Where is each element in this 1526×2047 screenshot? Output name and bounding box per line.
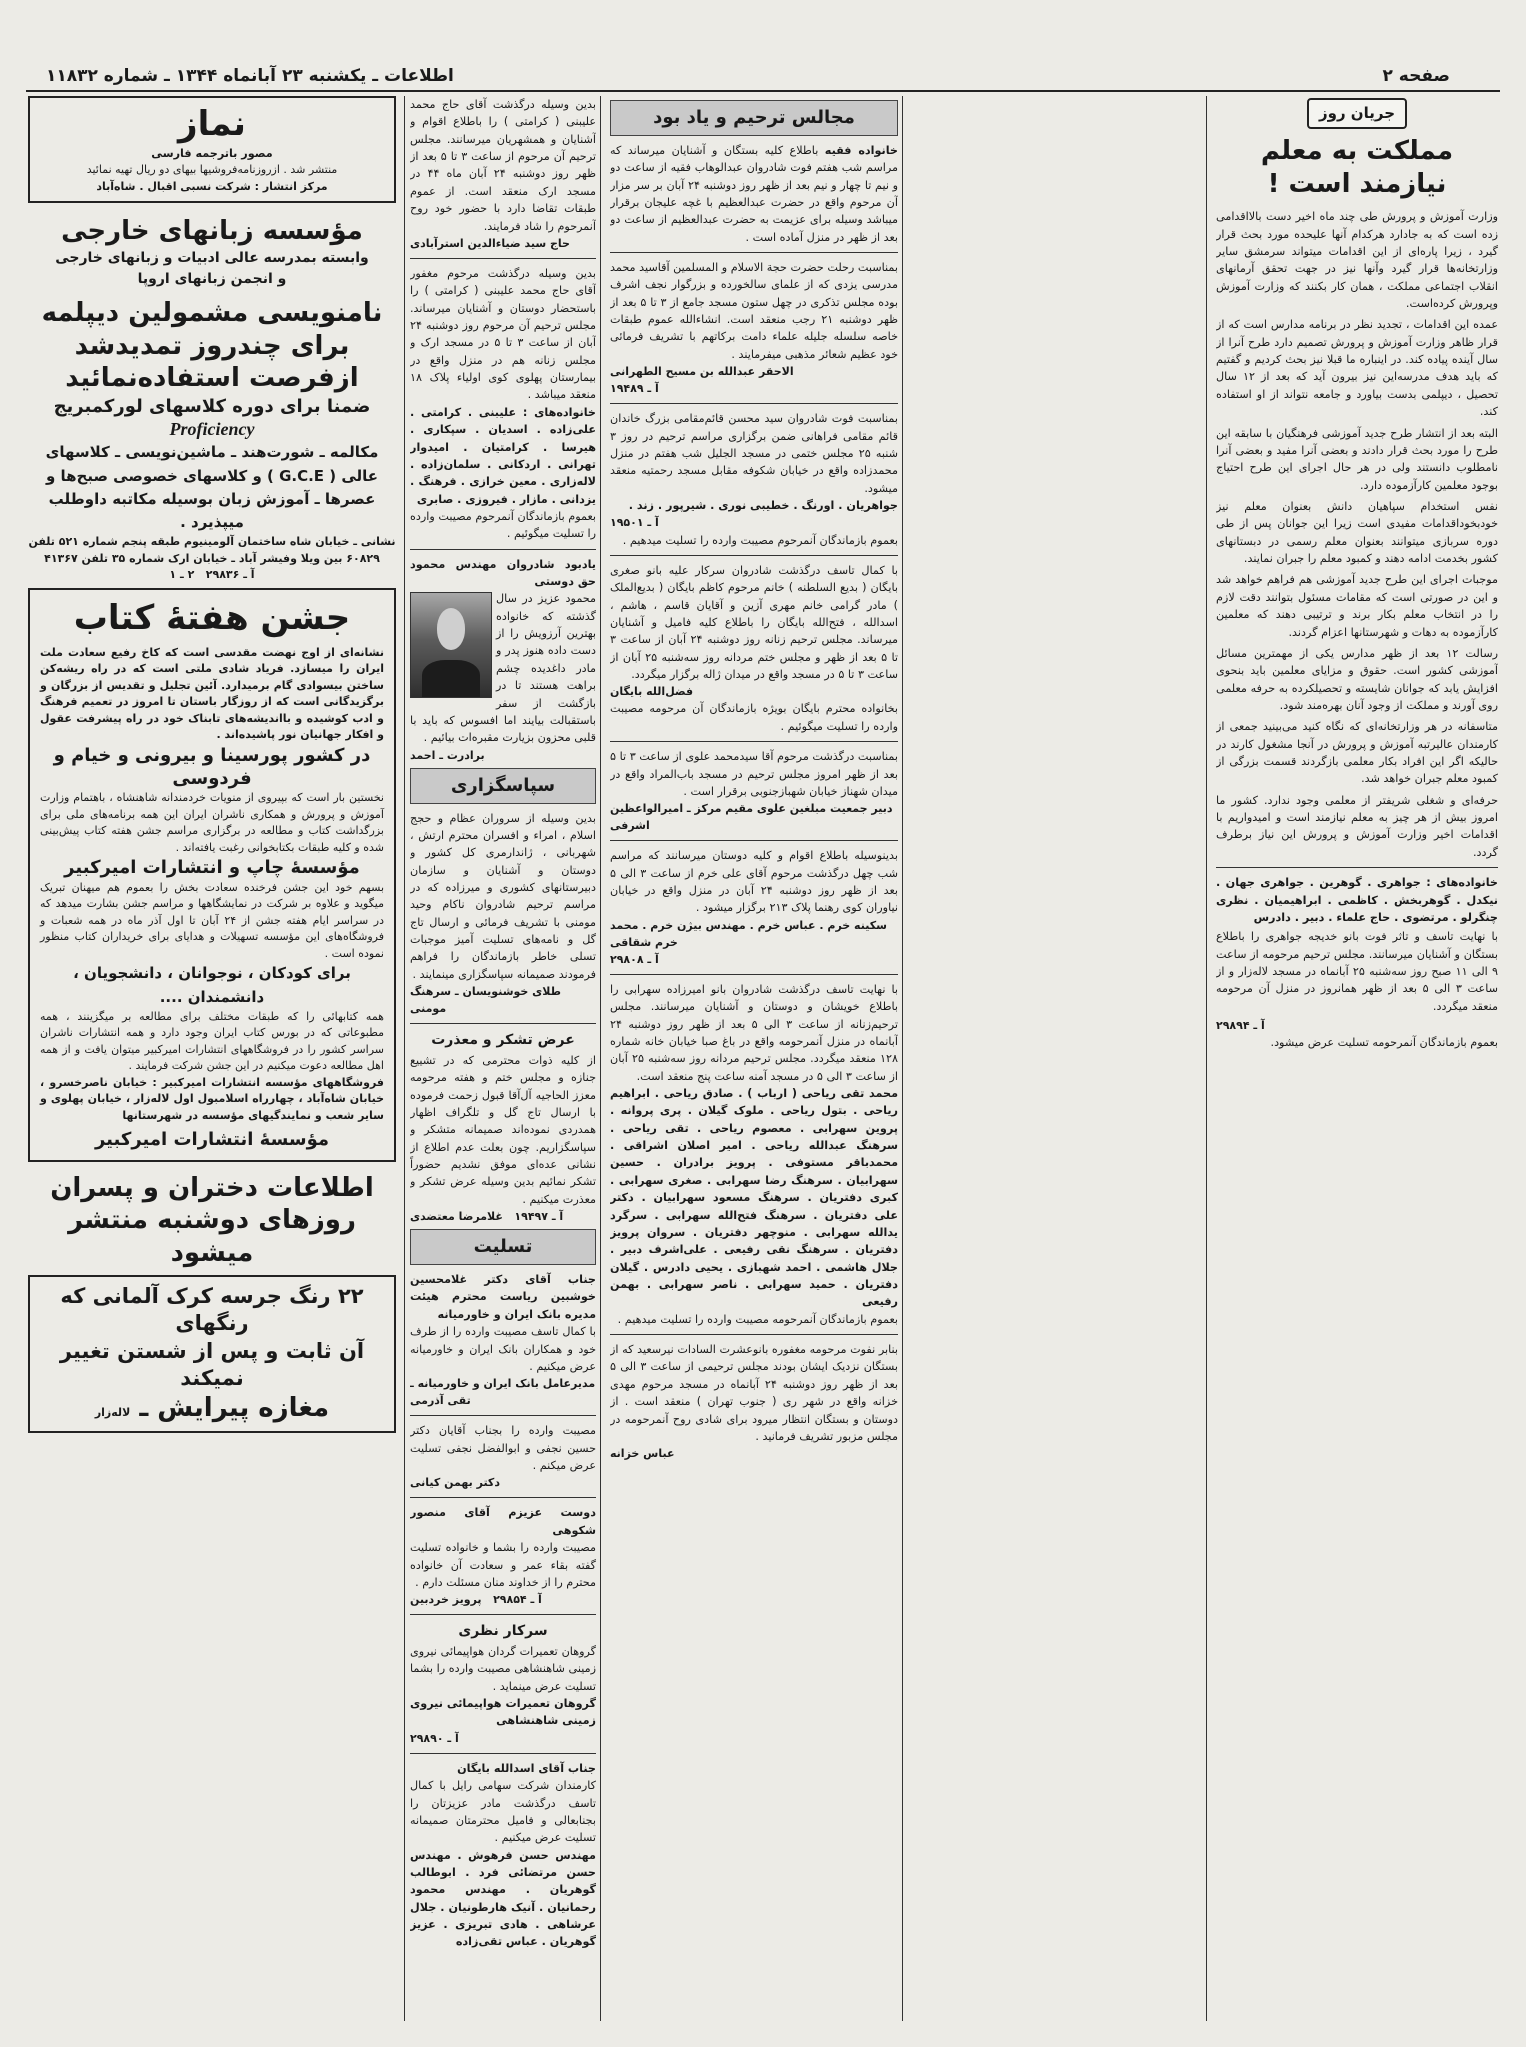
condolence-heading: جناب آقای اسدالله بایگان [457,1761,596,1775]
notice-text: باطلاع کلیه بستگان و آشنایان میرساند که مراسم شب هفتم فوت شادروان عبدالوهاب فقیه از ساعت دو و نیم تا چهار و نیم بعد از ظهر روز دوشنبه ۲۴ آبان بر سر مزار آن مرحوم واقع در حضرت عبدالعظیم با غچه علیجان برقرار میباشد وسیله برای عزیمت به حضرت عبدالعظیم از ساعت دو بعد از ظهر در منزل آماده است . [610,143,898,244]
prayer-publisher: مرکز انتشار : شرکت نسبی اقبال . شاه‌آباد [96,179,328,193]
book-week-publisher: مؤسسهٔ چاپ و انتشارات امیرکبیر [64,857,360,879]
notice-text: بدینوسیله باطلاع اقوام و کلیه دوستان میرسانند که مراسم شب چهل درگذشت مرحوم آقای علی خرم از ساعت ۳ الی ۵ بعد از ظهر روز دوشنبه ۲۴ آبان در منزل واقع در خیابان نیاوران کوی رهنما پلاک ۲۱۳ برگزار میشود . [610,849,898,915]
institute-line: نامنویسی مشمولین دیپلمه [41,298,383,329]
notice-families: خانواده‌های : علیبنی . کرامتی . علی‌زاده . اسدیان . سپکاری . هیرسا . کرامتیان . امیدوار تهرانی . اردکانی . سلمان‌زاده . لاله‌زاری . معین خرازی . فرهنگ . یزدانی . مازار . فیروزی . صابری [410,405,596,506]
ad-code: آ ـ ۱۹۴۸۹ [610,382,659,396]
condolence-heading: سرکار نظری [458,1623,548,1640]
memorial-signature: برادرت ـ احمد [410,748,485,762]
condolence-text: مصیبت وارده را بجناب آقایان دکتر حسین نجفی و ابوالفضل نجفی تسلیت عرض میکنم . [410,1424,596,1473]
notice-text: با نهایت تاسف درگذشت شادروان بانو امیرزاده سهرابی را باطلاع خویشان و دوستان و آشنایان میرسانند. مجلس ترحیم‌زنانه از ساعت ۳ الی ۵ بعد از ظهر روز دوشنبه ۲۴ آبانماه در منزل آنمرحومه واقع در باغ صبا خیابان خانه شماره ۱۲۸ منعقد میگردد. مجلس ترحیم مردانه روز سه‌شنبه ۲۵ آبان از ساعت ۳ الی ۵ در مسجد آمنه ساعت پنج منعقد است. [610,982,898,1083]
edition-line: اطلاعات ـ یکشنبه ۲۳ آبانماه ۱۳۴۴ ـ شماره ۱۱۸۳۲ [46,66,454,86]
book-week-footer: مؤسسهٔ انتشارات امیرکبیر [94,1129,330,1151]
apology-signature: غلامرضا معتضدی [410,1210,503,1224]
condolence-families: مهندس حسن فرهوش . مهندس حسن مرتضائی فرد . ابوطالب گوهریان . مهندس محمود رحمانیان . آنیک هارطونیان . جلال عرشاهی . هادی تبریزی . عزیز گوهریان . عباس تقی‌زاده [410,1848,596,1949]
editorial-paragraph: رسالت ۱۲ بعد از ظهر مدارس یکی از مهمترین مسائل آموزشی کشور است. حقوق و مزایای معلمین باید بنحوی افزایش یابد که جوانان شایسته و تحصیلکرده به حرفه معلمی روی آورند و مملکت از وجود آنان بهره‌مند شود. [1216,646,1498,712]
page-header [26,66,1500,92]
portrait-photo [410,592,492,698]
condolence-signature: گروهان تعمیرات هواپیمائی نیروی زمینی شاهنشاهی [410,1697,596,1728]
notice-signature: حاج سید ضیاءالدین استرآبادی [410,236,570,250]
book-week-slogan: در کشور پورسینا و بیرونی و خیام و فردوسی [53,744,371,789]
memorial-heading: یادبود شادروان مهندس محمود حق دوستی [410,557,596,589]
book-week-text: همه کتابهائی را که طبقات مختلف برای مطالعه بر میگزینند ، همه مطبوعاتی که در بورس کتاب ایران وجود دارد و همه انتشارات ناشران سراسر کشور را در فروشگاههای انتشارات امیرکبیر میتوان یافت و از همه اهل مطالعه دعوت میکنیم در این جشن شرکت فرمایند . [40,1009,384,1073]
ettelaat-youth-ad [28,1170,396,1276]
condolence-signature: مدیرعامل بانک ایران و خاورمیانه ـ تقی آذرمی [410,1377,596,1408]
book-week-text: نخستین بار است که بپیروی از منویات خردمندانه شاهنشاه ، باهتمام وزارت آموزش و پرورش و همکاری ناشران ایران این همه برنامه‌های ملی برای بزرگداشت کتاب و مطالعه در برگزاری مراسم جشن هفته کتاب پیش‌بینی شده و کلیه طبقات بکتابخوانی رغبت یافته‌اند . [40,791,384,854]
condolence-text: مصیبت وارده را بشما و خانواده تسلیت گفته بقاء عمر و سعادت آن خانواده محترم را از خداوند منان مسئلت دارم . [410,1541,596,1589]
jersey-ad-line: ۲۲ رنگ جرسه کرک آلمانی که رنگهای [60,1284,364,1336]
institute-address: نشانی ـ خیابان شاه ساختمان آلومینیوم طبقه پنجم شماره ۵۲۱ تلفن ۶۰۸۲۹ بین ویلا وفیشر آباد ـ خیابان ارک شماره ۳۵ تلفن ۴۱۳۶۷ [28,535,396,565]
condolence-heading: دوست عزیزم آقای منصور شکوهی [410,1506,596,1537]
notice-text: بمناسبت درگذشت مرحوم آقا سیدمحمد علوی از ساعت ۳ تا ۵ بعد از ظهر امروز مجلس ترحیم در مسجد باب‌المراد واقع در میدان شهناز خیابان شهبازجنوبی برقرار است . [610,750,898,798]
memorial-banner: مجالس ترحیم و یاد بود [610,100,898,136]
notice-text: با کمال تاسف درگذشت شادروان سرکار علیه بانو صغری بایگان ( بدیع السلطنه ) خانم مرحوم کاظم بایگان ( بدیع‌الملک ) مادر گرامی خانم مهری آزین و آقایان قاسم ، هاشم ، اسدالله ، فتح‌الله بایگان را باطلاع کلیه فامیل و آشنایان میرساند. مجلس ترحیم زنانه روز دوشنبه ۲۴ آبان از ساعت ۳ تا ۵ بعد از ظهر و مجلس ختم مردانه روز سه‌شنبه ۲۵ آبان از ساعت ۳ تا ۵ در مسجد واقع در میدان ژاله برگزار میگردد. [610,563,898,682]
institute-line: ازفرصت استفاده‌نمائید [65,363,359,394]
column-rule [902,96,903,2021]
notice-text: بمناسبت رحلت حضرت حجة الاسلام و المسلمین آقاسید محمد مدرسی یزدی که از علمای سالخورده و بزرگوار نجف اشرف بوده مجلس تذکری در چهل ستون مسجد جامع از ۳ تا ۵ بعد از ظهر دوشنبه ۲۱ رجب منعقد است. انشاءالله عموم طبقات خاصه سلسله جلیله علماء دامت برکاتهم با تشریف فرمائی خود عظیم شعائر مذهبی میفرمایند . [610,261,898,361]
institute-proficiency: Proficiency [169,418,255,439]
thanks-signature: طلای خوشنویسان ـ سرهنگ مومنی [410,985,561,1016]
apology-text: از کلیه ذوات محترمی که در تشییع جنازه و مجلس ختم و هفته مرحومه معزز الحاجیه آل‌آقا قبول زحمت فرموده با ارسال تاج گل و تلگراف اظهار همدردی نموده‌اند صمیمانه متشکر و سپاسگزاریم. چون بعلت عدم اطلاع از نشانی عده‌ای موفق نشدیم حضوراً تشکر نمائیم بدین وسیله عرض تشکر و معذرت میکنیم . [410,1053,596,1206]
notice-families: محمد تقی ریاحی ( ارباب ) . صادق ریاحی . ابراهیم ریاحی . بتول ریاحی . ملوک گیلان . پری پروانه . پروین سهرابی . معصوم ریاحی . تقی ریاحی . سرهنگ عبدالله ریاحی . امیر اصلان اشراقی . محمدباقر مستوفی . پرویز برادران . حسین سهرابیان . سرهنگ رضا سهرابی . صغری سهرابی . کبری دفتریان . سرهنگ مسعود سهرابیان . دکتر علی دفتریان . سرهنگ فتح‌الله سهرابی . سرگرد یدالله سهرابی . منوچهر دفتریان . سروان پرویز دفتریان . سرهنگ نقی رفیعی . علی‌اشرف دبیر . جلال هاشمی . احمد شهبازی . یحیی دادرس . گیلان دفتریان . حمید سهرابی . ناصر سهرابی . بهمن رفیعی [610,1087,898,1309]
book-week-audience: برای کودکان ، نوجوانان ، دانشجویان ، دانشمندان .... [73,964,351,1006]
shop-name: مغازه پیرایش ـ [139,1393,330,1424]
obituary-text: با نهایت تاسف و تاثر فوت بانو خدیجه جواهری را باطلاع بستگان و آشنایان میرسانند. مجلس ترحیم مرحومه از ساعت ۹ الی ۱۱ صبح روز سه‌شنبه ۲۵ آبانماه در مسجد لاله‌زار و از ساعت ۳ الی ۵ بعد از ظهر همانروز در منزل آن مرحومه منعقد میگردد. [1216,930,1498,1013]
condolence-text: کارمندان شرکت سهامی رایل با کمال تاسف درگذشت مادر عزیزتان را بجنابعالی و فامیل محترمتان صمیمانه تسلیت عرض میکنیم . [410,1779,596,1845]
condolence-signature: دکتر بهمن کیانی [410,1476,500,1490]
condolence-banner: تسلیت [410,1229,596,1265]
institute-courses: مکالمه ـ شورت‌هند ـ ماشین‌نویسی ـ کلاسهای عالی ( G.C.E ) و کلاسهای خصوصی صبح‌ها و عصرها ـ آموزش زبان بوسیله مکاتبه داوطلب میپذیرد . [45,443,379,532]
condolence-heading: جناب آقای دکتر غلامحسین خوشبین ریاست محترم هیئت مدیره بانک ایران و خاورمیانه [410,1273,596,1321]
editorial-paragraph: وزارت آموزش و پرورش طی چند ماه اخیر دست بالااقدامی زده است که به جادارد هرکدام آنها علیحده مورد بحث قرار گیرد ، زیرا پاره‌ای از این اقدامات میتواند سرمشق سایر وزارتخانه‌ها قرار گیرد وآنها نیز در جهت تحقق آرمانهای انقلاب اجتماعی مملکت ، همان کار بکنند که وزارت آموزش وپرورش کرده‌است. [1216,210,1498,311]
editorial-paragraph: البته بعد از انتشار طرح جدید آموزشی فرهنگیان با سابقه این طرح را مورد بحث قرار دادند و بعضی آنرا مفید و بعضی آنرا نامطلوب دانستند ولی در هر حال اجرای این طرح احتیاج بوجود معلمین کارآزموده دارد. [1216,426,1498,492]
institute-title: مؤسسه زبانهای خارجی [61,216,363,247]
notices-column-a [610,96,898,2021]
ettelaat-youth-line: روزهای دوشنبه منتشر میشود [68,1205,356,1268]
institute-affiliation: و انجمن زبانهای اروپا [137,271,287,288]
condolence-signature: پرویز خردبین [410,1593,482,1607]
notice-signature: عباس خزانه [610,1447,675,1461]
ad-code: آ ـ ۱۹۴۹۷ [514,1210,564,1224]
book-week-title: جشن هفتهٔ کتاب [73,597,351,638]
notices-column-b [410,96,596,2021]
institute-line: برای چندروز تمدیدشد [74,330,350,361]
editorial-paragraph: عمده این اقدامات ، تجدید نظر در برنامه مدارس است که از قرار ظاهر وزارت آموزش و پرورش تصمیم دارد طرح آنرا از سال آینده پیاده کند. در اینباره ما قبلا نیز بحث کردیم و گفتیم که باید هدف مدرسه‌این نیز بیرون آید که بعد از ۱۲ سال تحصیل ، دیپلمی بدست بیاورد و جامعه نتواند از او استفاده کند. [1216,318,1498,419]
notice-closing: بعموم بازماندگان آنمرحومه مصیبت وارده را تسلیت میدهیم . [617,1312,898,1326]
obituary-closing: بعموم بازماندگان آنمرحومه تسلیت عرض میشود. [1270,1036,1498,1050]
column-rule [600,96,601,2021]
book-week-text: نشانه‌ای از اوج نهضت مقدسی است که کاخ رفیع سعادت ملت ایران را میسازد. فریاد شادی ملتی است که در راه ریشه‌کن ساختن بیسوادی گام برمیدارد. آئین تجلیل و تقدیس از بزرگان و برگزیدگانی است که از روزگار باستان تا امروز در تعمیم فرهنگ و ادب کوشیده و بااندیشه‌های تابناک خود در راه پیشرفت عقول و افکار جهانیان نور پاشیده‌اند . [40,645,384,742]
ads-column [28,96,396,2021]
language-institute-ad [28,211,396,588]
jersey-ad-line: آن ثابت و پس از شستن تغییر نمیکند [59,1338,365,1391]
prayer-title: نماز [178,104,246,144]
obituary-families: خانواده‌های : جواهری . گوهرین . جواهری جهان . نیکدل . گوهربخش . کاظمی . ابراهیمیان . نظری چنگرلو . مرتضوی . حاج علماء . دبیر . دادرس [1216,876,1498,924]
editorial-paragraph: موجبات اجرای این طرح جدید آموزشی هم فراهم خواهد شد و این در صورتی است که مقامات مسئول بتوانند دقت لازم را در انتخاب معلم بکار برند و ترتیبی دهند که معلمین کارآزموده به دهات و شهرستانها اعزام گردند. [1216,573,1498,639]
notice-closing: بعموم بازماندگان آنمرحوم مصیبت وارده را تسلیت میگوئیم . [410,509,596,541]
prayer-subtitle: مصور باترجمه فارسی [151,146,273,160]
editorial-paragraph: حرفه‌ای و شغلی شریفتر از معلمی وجود ندارد. کشور ما امروز بیش از هر چیز به معلم نیازمند است و امیدواریم با اقدامات اخیر وزارت آموزش و پرورش این نیاز برطرف گردد. [1216,793,1498,859]
column-rule [404,96,405,2021]
institute-line: ضمنا برای دوره کلاسهای لورکمبریج [53,395,371,417]
notice-signature: دبیر جمعیت مبلغین علوی مقیم مرکز ـ امیرالواعظین اشرفی [610,802,893,833]
notice-text: بمناسبت فوت شادروان سید محسن قائم‌مقامی بزرگ خاندان قائم مقامی فراهانی ضمن برگزاری مراسم ترحیم در روز ۳ شنبه ۲۵ مجلس ختمی در مسجد الجلیل شب هفتم در منزل محمدزاده واقع در خیابان شکوفه مقابل مسجد رحمتیه منعقد میشود. [610,412,898,495]
jersey-shop-ad [28,1275,396,1433]
book-week-ad [28,588,396,1162]
ad-code: آ ـ ۲۹۸۵۴ [493,1593,542,1607]
prayer-text: منتشر شد . ازروزنامه‌فروشیها بیهای دو ریال تهیه نمائید [86,163,338,177]
ad-code: آ ـ ۲۹۸۳۶ [205,568,255,582]
editorial-tag: جریان روز [1307,98,1407,129]
shop-location: لاله‌زار [94,1406,131,1420]
memorial-text: محمود عزیز در سال گذشته که خانواده بهترین آرزویش را از دست داده هنوز پدر و مادر داغدیده چشم براهت هستند تا در بازگشت از سفر باستقبالت بیایند اما افسوس که باید با قلبی محزون بزیارت مقبره‌ات بیائیم . [410,592,596,745]
page-number: صفحه ۲ [1382,66,1450,86]
ettelaat-youth-line: اطلاعات دختران و پسران [50,1172,374,1203]
condolence-text: گروهان تعمیرات گردان هواپیمائی نیروی زمینی شاهنشاهی مصیبت وارده را بشما تسلیت عرض مینماید . [410,1645,596,1693]
notice-closing: بعموم بازماندگان آنمرحوم مصیبت وارده را تسلیت میدهیم . [622,533,898,547]
editorial-paragraph: نفس استخدام سپاهیان دانش بعنوان معلم نیز خودبخوداقدامات مفیدی است زیرا این جوانان پس از طی دوره سربازی میتوانند بعنوان معلم رسمی در دبستانهای کشور بخدمت ادامه دهند و کمبود معلم را جبران نمایند. [1216,500,1498,566]
ad-code: آ ـ ۱۹۵۰۱ [610,516,659,530]
notice-text: بنابر نفوت مرحومه مغفوره بانوعشرت السادات نیرسعید که از بستگان نزدیک ایشان بودند مجلس ترحیمی از ساعت ۳ الی ۵ بعد از ظهر روز دوشنبه ۲۴ آبانماه در مسجد مرحوم مهدی خزانه واقع در شهر ری ( جنوب تهران ) منعقد است . از دوستان و بستگان انتظار میرود برای شادی روح آنمرحومه در مجلس مزبور تشریف فرمانید . [610,1343,898,1443]
notice-families: جواهریان . اورنگ . خطیبی نوری . شیرپور . زند . [628,499,898,513]
apology-heading: عرض تشکر و معذرت [431,1032,575,1049]
notice-text: بدین وسیله درگذشت مرحوم مغفور آقای حاج محمد علیبنی ( کرامتی ) را باستحضار دوستان و آشنایان میرساند. مجلس ترحیم آن مرحوم روز دوشنبه ۲۴ آبان از ساعت ۳ تا ۵ در مسجد ارک و مجلس زنانه هم در منزل واقع در بیمارستان پهلوی کوی اولیاء پلاک ۱۸ منعقد میباشد . [410,266,596,402]
thanks-banner: سپاسگزاری [410,768,596,804]
ad-number: ۲ ـ ۱ [169,568,195,582]
editorial-column [1216,96,1498,2021]
notice-text: بدین وسیله درگذشت آقای حاج محمد علیبنی ( کرامتی ) را باطلاع اقوام و آشنایان و همشهریان میرسانند. مجلس ترحیم آن مرحوم از ساعت ۳ تا ۵ بعد از ظهر روز دوشنبه ۲۴ آبان ماه ۴۴ در مسجد ارک منعقد است. از عموم طبقات تقاضا دارد با حضور خود روح آنمرحوم را شاد فرمایند. [410,98,596,233]
thanks-text: بدین وسیله از سروران عظام و حجج اسلام ، امراء و افسران محترم ارتش ، شهربانی ، ژاندارمری کل کشور و دوستان و آشنایان و سازمان دبیرستانهای کشوری و میرزاده که در مراسم ترحیم شادروان ناکام وحید مومنی با تشریف فرمائی و ارسال تاج گل و نامه‌های تسلیت آمیز موجبات تسلی خاطر بازماندگان را فراهم فرمودند صمیمانه سپاسگزاری مینمایند . [410,811,596,981]
notice-signature: فضل‌الله بایگان [610,685,694,699]
condolence-text: با کمال تاسف مصیبت وارده را از طرف خود و همکاران بانک ایران و خاورمیانه عرض میکنیم . [410,1325,596,1373]
ad-code: آ ـ ۲۹۸۹۰ [410,1731,459,1745]
institute-affiliation: وابسته بمدرسه عالی ادبیات و زبانهای خارجی [55,249,369,266]
ad-code: آ ـ ۲۹۸۰۸ [610,952,659,966]
notice-signature: الاحقر عبدالله بن مسیح الطهرانی [610,365,794,379]
column-rule [1206,96,1207,2021]
notice-heading: خانواده فقیه [824,143,898,157]
notice-signature: سکینه خرم . عباس خرم . مهندس بیژن خرم . محمد خرم شقاقی [610,918,887,949]
prayer-book-ad [28,96,396,203]
book-week-text: بسهم خود این جشن فرخنده سعادت بخش را بعموم هم میهنان تبریک میگوید و علاوه بر شرکت در نمایشگاهها و مراسم جشن بشارت میدهد که در سراسر ایام هفته جشن از ۲۴ آبان تا اول آذر ماه در همه شعبات و فروشگاه‌های این مؤسسه تسهیلات و هدایای برای خریداران کتاب منظور نموده است . [40,880,384,960]
editorial-title: مملکت به معلم نیازمند است ! [1260,136,1454,199]
notice-closing: بخانواده محترم بایگان بویژه بازماندگان آن مرحومه مصیبت وارده را تسلیت میگوئیم . [610,702,898,733]
editorial-paragraph: متاسفانه در هر وزارتخانه‌ای که نگاه کنید می‌بینید جمعی از کارمندان عالیرتبه آموزش و پرورش در آنجا مشغول کارند در حالیکه اگر این افراد بکار معلمی بازگردند قسمت بزرگی از کمبود معلم جبران خواهد شد. [1216,720,1498,786]
book-week-stores: فروشگاههای مؤسسه انتشارات امیرکبیر : خیابان ناصرخسرو ، خیابان شاه‌آباد ، چهارراه اسلامبول اول لاله‌زار ، خیابان پهلوی و سایر شعب و نمایندگیهای مؤسسه در شهرستانها [40,1075,384,1122]
ad-code: آ ـ ۲۹۸۹۴ [1216,1019,1265,1033]
